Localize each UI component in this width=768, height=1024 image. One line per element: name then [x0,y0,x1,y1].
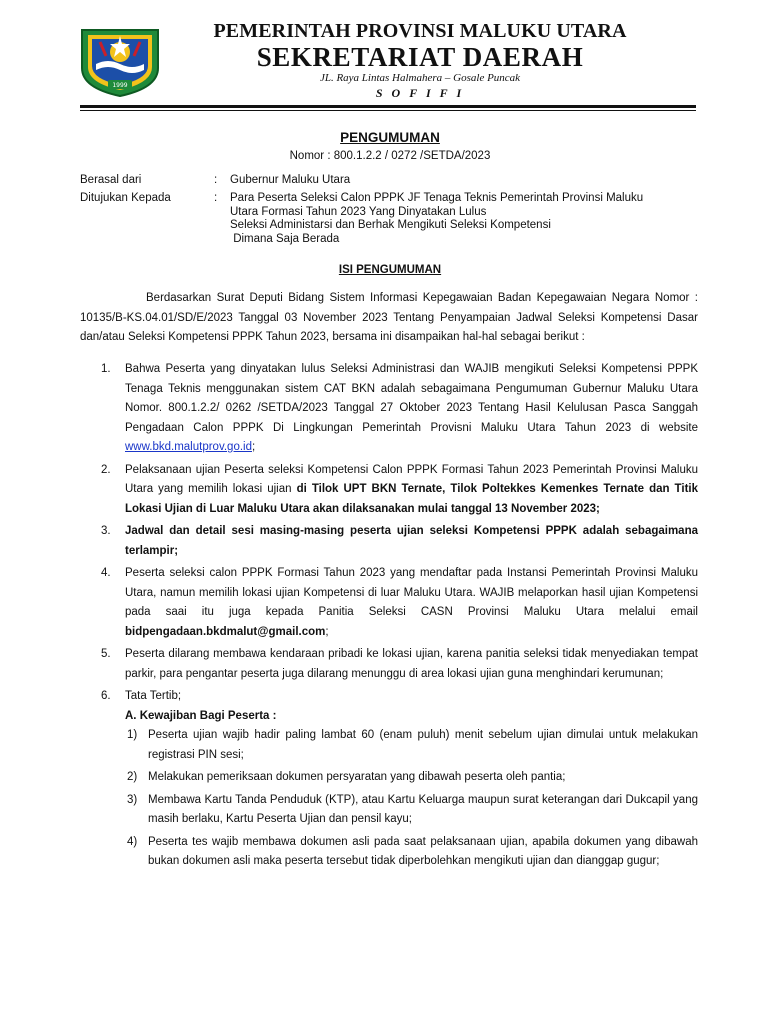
content-subtitle: ISI PENGUMUMAN [338,264,442,276]
list-item-text: Peserta seleksi calon PPPK Formasi Tahun 2023 yang mendaftar pada Instansi Pemerintah Provinsi Maluku Utara, namun memilih lokasi ujian Kompetensi di luar Maluku Utara. WAJIB melaporkan hasil ujian Kompetensi pada saai itu juga kepada Panitia Seleksi CASN Provinsi Maluku Utara melalui email bidpengadaan.bkdmalut@gmail.com; [125,567,698,638]
list-item [80,564,698,642]
list-item [80,461,698,520]
office-address: JL. Raya Lintas Halmahera – Gosale Puncak [319,72,521,84]
announcement-list [80,360,698,875]
letterhead-rule-thick [80,105,696,108]
intro-paragraph: Berdasarkan Surat Deputi Bidang Sistem Informasi Kepegawaian Badan Kepegawaian Negara Nomor : 10135/B-KS.04.01/SD/E/2023 Tanggal 03 November 2023 Tentang Penyampaian Jadwal Seleksi Kompetensi Dasar dan/atau Seleksi Kompetensi PPPK Tahun 2023, bersama ini disampaikan hal-hal sebagai berikut : [80,292,698,343]
announcement-title: PENGUMUMAN [340,130,440,145]
office-name: SEKRETARIAT DAERAH [256,42,584,72]
list-item-number: 2. [101,463,111,476]
sub-list-item-text: Peserta ujian wajib hadir paling lambat 60 (enam puluh) menit sebelum ujian dimulai untuk melakukan registrasi PIN sesi; [148,729,698,761]
sub-list-item [125,726,698,765]
sub-list-item-number: 3) [127,793,138,806]
announcement-number: Nomor : 800.1.2.2 / 0272 /SETDA/2023 [289,150,491,162]
list-item-number: 5. [101,648,111,660]
sub-list-item-text: Melakukan pemeriksaan dokumen persyaratan yang dibawah peserta oleh pantia; [148,771,566,783]
list-item [80,360,698,458]
section-a-heading: A. Kewajiban Bagi Peserta : [125,709,277,722]
list-item-text: Tata Tertib; [125,690,182,702]
sub-list-item-number: 4) [127,835,138,848]
list-item-text: Peserta dilarang membawa kendaraan pribadi ke lokasi ujian, karena panitia seleksi tidak menyediakan tempat parkir, para pengantar peserta juga dilarang menunggu di area lokasi ujian guna menghindari kerumunan; [125,648,698,680]
office-city: S O F I F I [375,86,465,100]
to-value-line: Utara Formasi Tahun 2023 Yang Dinyatakan Lulus [230,205,487,218]
sub-list-item-number: 2) [127,771,138,783]
contact-email: bidpengadaan.bkdmalut@gmail.com [125,625,326,638]
sub-list-item [125,791,698,830]
to-colon: : [214,192,218,204]
sub-list-item [125,768,698,788]
list-item-number: 4. [101,567,111,579]
government-name: PEMERINTAH PROVINSI MALUKU UTARA [213,20,627,42]
list-item [80,645,698,684]
list-item-text: Jadwal dan detail sesi masing-masing peserta ujian seleksi Kompetensi PPPK adalah sebagaimana terlampir; [125,525,698,557]
letterhead-rule-thin [80,110,696,111]
sub-list-item-number: 1) [127,729,138,741]
list-item-text: Pelaksanaan ujian Peserta seleksi Kompetensi Calon PPPK Formasi Tahun 2023 Pemerintah Provinsi Maluku Utara yang memilih lokasi ujian di Tilok UPT BKN Ternate, Tilok Poltekkes Kemenkes Ternate dan Titik Lokasi Ujian di Luar Maluku Utara akan dilaksanakan mulai tanggal 13 November 2023; [125,463,698,515]
list-item-text: Bahwa Peserta yang dinyatakan lulus Seleksi Administrasi dan WAJIB mengikuti Seleksi Kompetensi PPPK Tenaga Teknis menggunakan sistem CAT BKN adalah sebagaimana Pengumuman Gubernur Maluku Utara Nomor. 800.1.2.2/ 0262 /SETDA/2023 Tanggal 27 Oktober 2023 Tentang Hasil Kelulusan Pasca Sanggah Pengadaan Calon PPPK Di Lingkungan Pemerintah Provisni Maluku Utara Tahun 2023 di website www.bkd.malutprov.go.id; [125,363,698,453]
from-colon: : [214,174,218,186]
list-item-number: 1. [101,363,111,375]
to-value-line: Para Peserta Seleksi Calon PPPK JF Tenaga Teknis Pemerintah Provinsi Maluku [230,192,644,204]
list-item [80,687,698,707]
sub-list-item-text: Peserta tes wajib membawa dokumen asli pada saat pelaksanaan ujian, apabila dokumen yang dibawah bukan dokumen asli maka peserta tersebut tidak diperbolehkan mengikuti ujian dan dianggap gugur; [148,835,698,867]
logo-year: 1999 [112,82,128,89]
from-label: Berasal dari [80,174,142,186]
to-value [230,192,700,246]
list-item [80,522,698,561]
sub-list-item [125,833,698,872]
list-item-number: 3. [101,525,111,537]
sub-list-item-text: Membawa Kartu Tanda Penduduk (KTP), atau Kartu Keluarga maupun surat keterangan dari Dukcapil yang masih berlaku, Kartu Peserta Ujian dan pensil kayu; [148,793,698,825]
from-value: Gubernur Maluku Utara [230,174,351,186]
to-value-line: Dimana Saja Berada [230,232,340,245]
list-item-number: 6. [101,690,111,702]
to-label: Ditujukan Kepada [80,192,171,204]
to-value-line: Seleksi Administarsi dan Berhak Mengikuti Seleksi Kompetensi [230,219,551,231]
website-link[interactable]: www.bkd.malutprov.go.id [125,441,252,453]
